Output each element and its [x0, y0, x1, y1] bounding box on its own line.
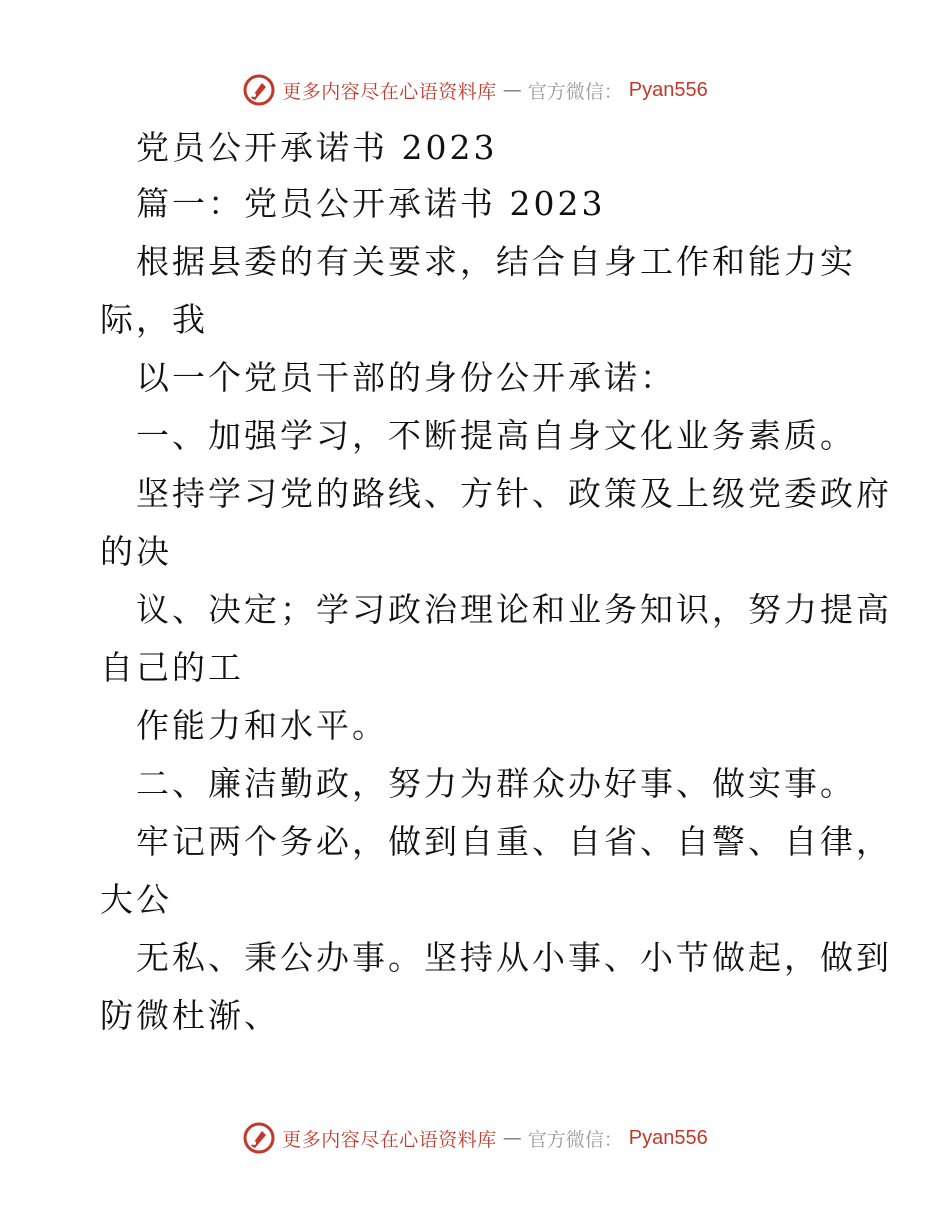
watermark-wechat-label: 官方微信：	[527, 1128, 623, 1151]
paragraph-line: 根据县委的有关要求，结合自身工作和能力实	[136, 242, 856, 281]
watermark-separator: —	[502, 1127, 522, 1149]
paragraph-line: 自己的工	[100, 648, 244, 687]
paragraph-line: 作能力和水平。	[136, 706, 388, 745]
watermark-separator: —	[502, 79, 522, 101]
paragraph-line: 大公	[100, 880, 172, 919]
paragraph-line: 二、廉洁勤政，努力为群众办好事、做实事。	[136, 764, 856, 803]
header-watermark	[0, 70, 950, 110]
watermark-wechat-label: 官方微信：	[527, 80, 623, 103]
pen-nib-circle-icon	[242, 73, 276, 107]
watermark-wechat-id: Pyan556	[628, 78, 708, 101]
watermark-wechat-id: Pyan556	[628, 1126, 708, 1149]
paragraph-line: 无私、秉公办事。坚持从小事、小节做起，做到	[136, 938, 892, 977]
paragraph-line: 际，我	[100, 300, 208, 339]
watermark-text: 更多内容尽在心语资料库	[282, 1128, 497, 1151]
footer-watermark	[0, 1118, 950, 1158]
paragraph-line: 一、加强学习，不断提高自身文化业务素质。	[136, 416, 856, 455]
paragraph-line: 议、决定；学习政治理论和业务知识，努力提高	[136, 590, 892, 629]
watermark-text: 更多内容尽在心语资料库	[282, 80, 497, 103]
paragraph-line: 坚持学习党的路线、方针、政策及上级党委政府	[136, 474, 892, 513]
section-heading: 篇一：党员公开承诺书 2023	[136, 184, 606, 223]
paragraph-line: 以一个党员干部的身份公开承诺：	[136, 358, 676, 397]
paragraph-line: 的决	[100, 532, 172, 571]
pen-nib-circle-icon	[242, 1121, 276, 1155]
paragraph-line: 牢记两个务必，做到自重、自省、自警、自律，	[136, 822, 892, 861]
paragraph-line: 防微杜渐、	[100, 996, 280, 1035]
document-title: 党员公开承诺书 2023	[136, 128, 498, 167]
